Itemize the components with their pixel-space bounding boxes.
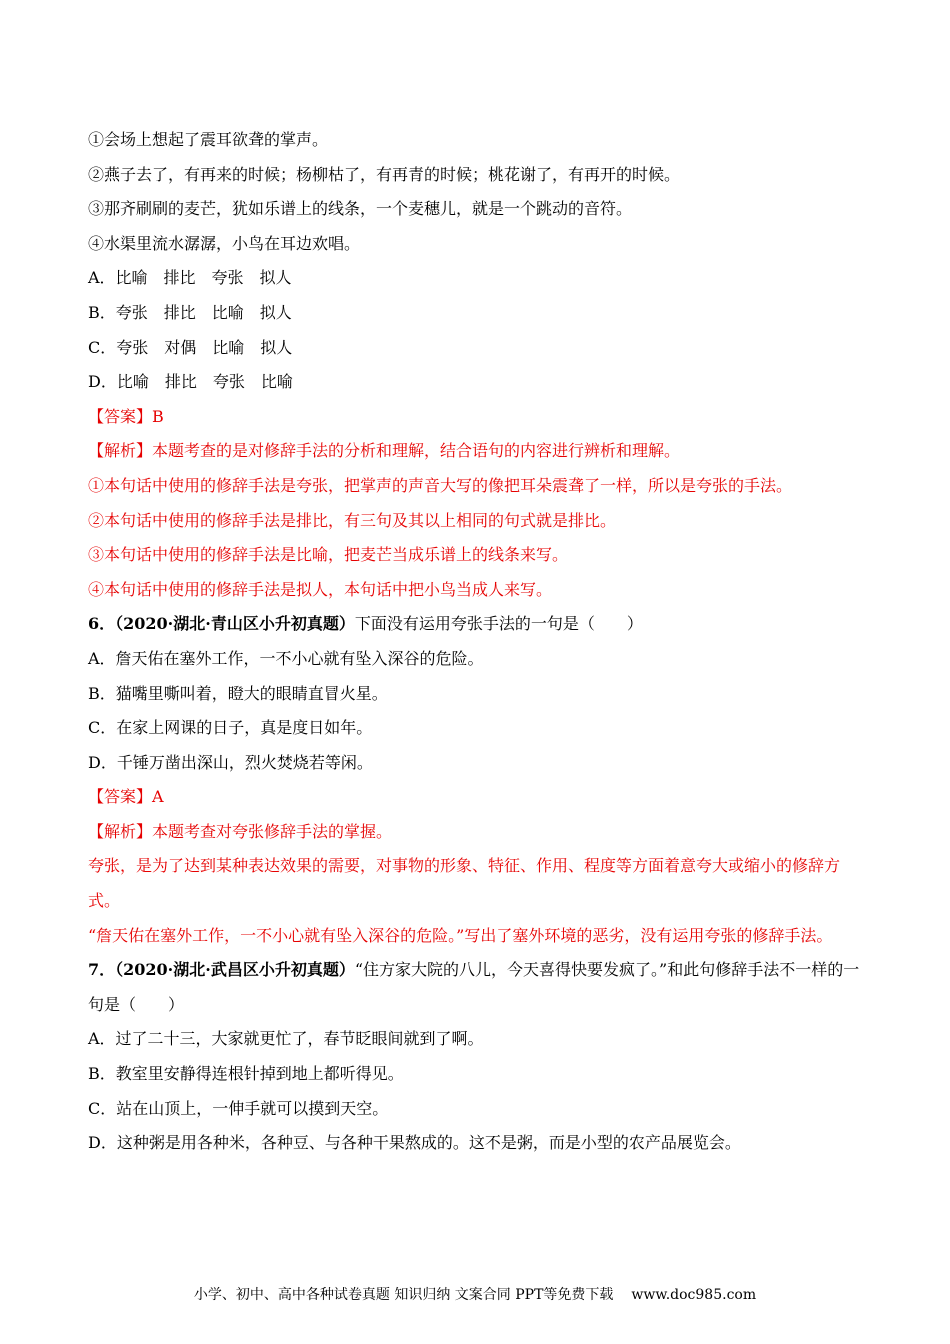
q5-option-d: D．比喻 排比 夸张 比喻 (88, 372, 293, 392)
q5-option-a: A．比喻 排比 夸张 拟人 (88, 268, 292, 288)
q6-analysis-1: 【解析】本题考查对夸张修辞手法的掌握。 (88, 821, 393, 841)
q7-stem-line (88, 953, 868, 1022)
q5-option-c: C．夸张 对偶 比喻 拟人 (88, 337, 293, 357)
footer-text: 小学、初中、高中各种试卷真题 知识归纳 文案合同 PPT等免费下载 (193, 1287, 614, 1303)
q5-option-b: B．夸张 排比 比喻 拟人 (88, 302, 292, 322)
q5-analysis-5: ④本句话中使用的修辞手法是拟人，本句话中把小鸟当成人来写。 (88, 579, 553, 599)
q7-source: （2020·湖北·武昌区小升初真题） (115, 960, 355, 980)
q5-sentence-2: ②燕子去了，有再来的时候；杨柳枯了，有再青的时候；桃花谢了，有再开的时候。 (88, 164, 681, 184)
q6-option-d: D．千锤万凿出深山，烈火焚烧若等闲。 (88, 752, 373, 772)
q6-source: （2020·湖北·青山区小升初真题） (115, 614, 355, 634)
q5-sentence-4: ④水渠里流水潺潺，小鸟在耳边欢唱。 (88, 233, 361, 253)
q5-sentence-3: ③那齐刷刷的麦芒，犹如乐谱上的线条，一个麦穗儿，就是一个跳动的音符。 (88, 199, 633, 219)
q7-stem: “住方家大院的八儿，今天喜得快要发疯了。”和此句修辞手法不一样的一句是（ ） (88, 960, 860, 1014)
page-footer (0, 1284, 950, 1304)
q7-number: 7． (88, 960, 116, 980)
q5-analysis-2: ①本句话中使用的修辞手法是夸张，把掌声的声音大写的像把耳朵震聋了一样，所以是夸张的手法。 (88, 475, 793, 495)
q7-option-b: B．教室里安静得连根针掉到地上都听得见。 (88, 1064, 404, 1084)
q5-sentence-1: ①会场上想起了震耳欲聋的掌声。 (88, 130, 329, 149)
q7-option-a: A．过了二十三，大家就更忙了，春节眨眼间就到了啊。 (88, 1029, 484, 1049)
q5-analysis-1: 【解析】本题考查的是对修辞手法的分析和理解，结合语句的内容进行辨析和理解。 (88, 441, 681, 461)
q6-number: 6． (88, 614, 116, 634)
q6-option-a: A．詹天佑在塞外工作，一不小心就有坠入深谷的危险。 (88, 648, 484, 668)
q6-analysis-2: 夸张，是为了达到某种表达效果的需要，对事物的形象、特征、作用、程度等方面着意夸大或缩小的修辞方式。 (88, 856, 841, 911)
q6-stem: 下面没有运用夸张手法的一句是（ ） (354, 614, 643, 634)
q6-answer: 【答案】A (88, 787, 164, 807)
footer-url[interactable]: www.doc985.com (631, 1287, 757, 1303)
q5-answer: 【答案】B (88, 406, 164, 426)
q6-stem-line (88, 607, 868, 642)
q5-analysis-3: ②本句话中使用的修辞手法是排比，有三句及其以上相同的句式就是排比。 (88, 510, 617, 530)
q7-option-d: D．这种粥是用各种米，各种豆、与各种干果熬成的。这不是粥，而是小型的农产品展览会。 (88, 1133, 741, 1153)
q7-option-c: C．站在山顶上，一伸手就可以摸到天空。 (88, 1098, 389, 1118)
q5-analysis-4: ③本句话中使用的修辞手法是比喻，把麦芒当成乐谱上的线条来写。 (88, 545, 569, 565)
q6-option-b: B．猫嘴里嘶叫着，瞪大的眼睛直冒火星。 (88, 683, 388, 703)
q6-option-c: C．在家上网课的日子，真是度日如年。 (88, 718, 373, 738)
q6-analysis-3: “詹天佑在塞外工作，一不小心就有坠入深谷的危险。”写出了塞外环境的恶劣，没有运用夸张的修辞手法。 (88, 925, 833, 945)
document-body (88, 123, 868, 1161)
